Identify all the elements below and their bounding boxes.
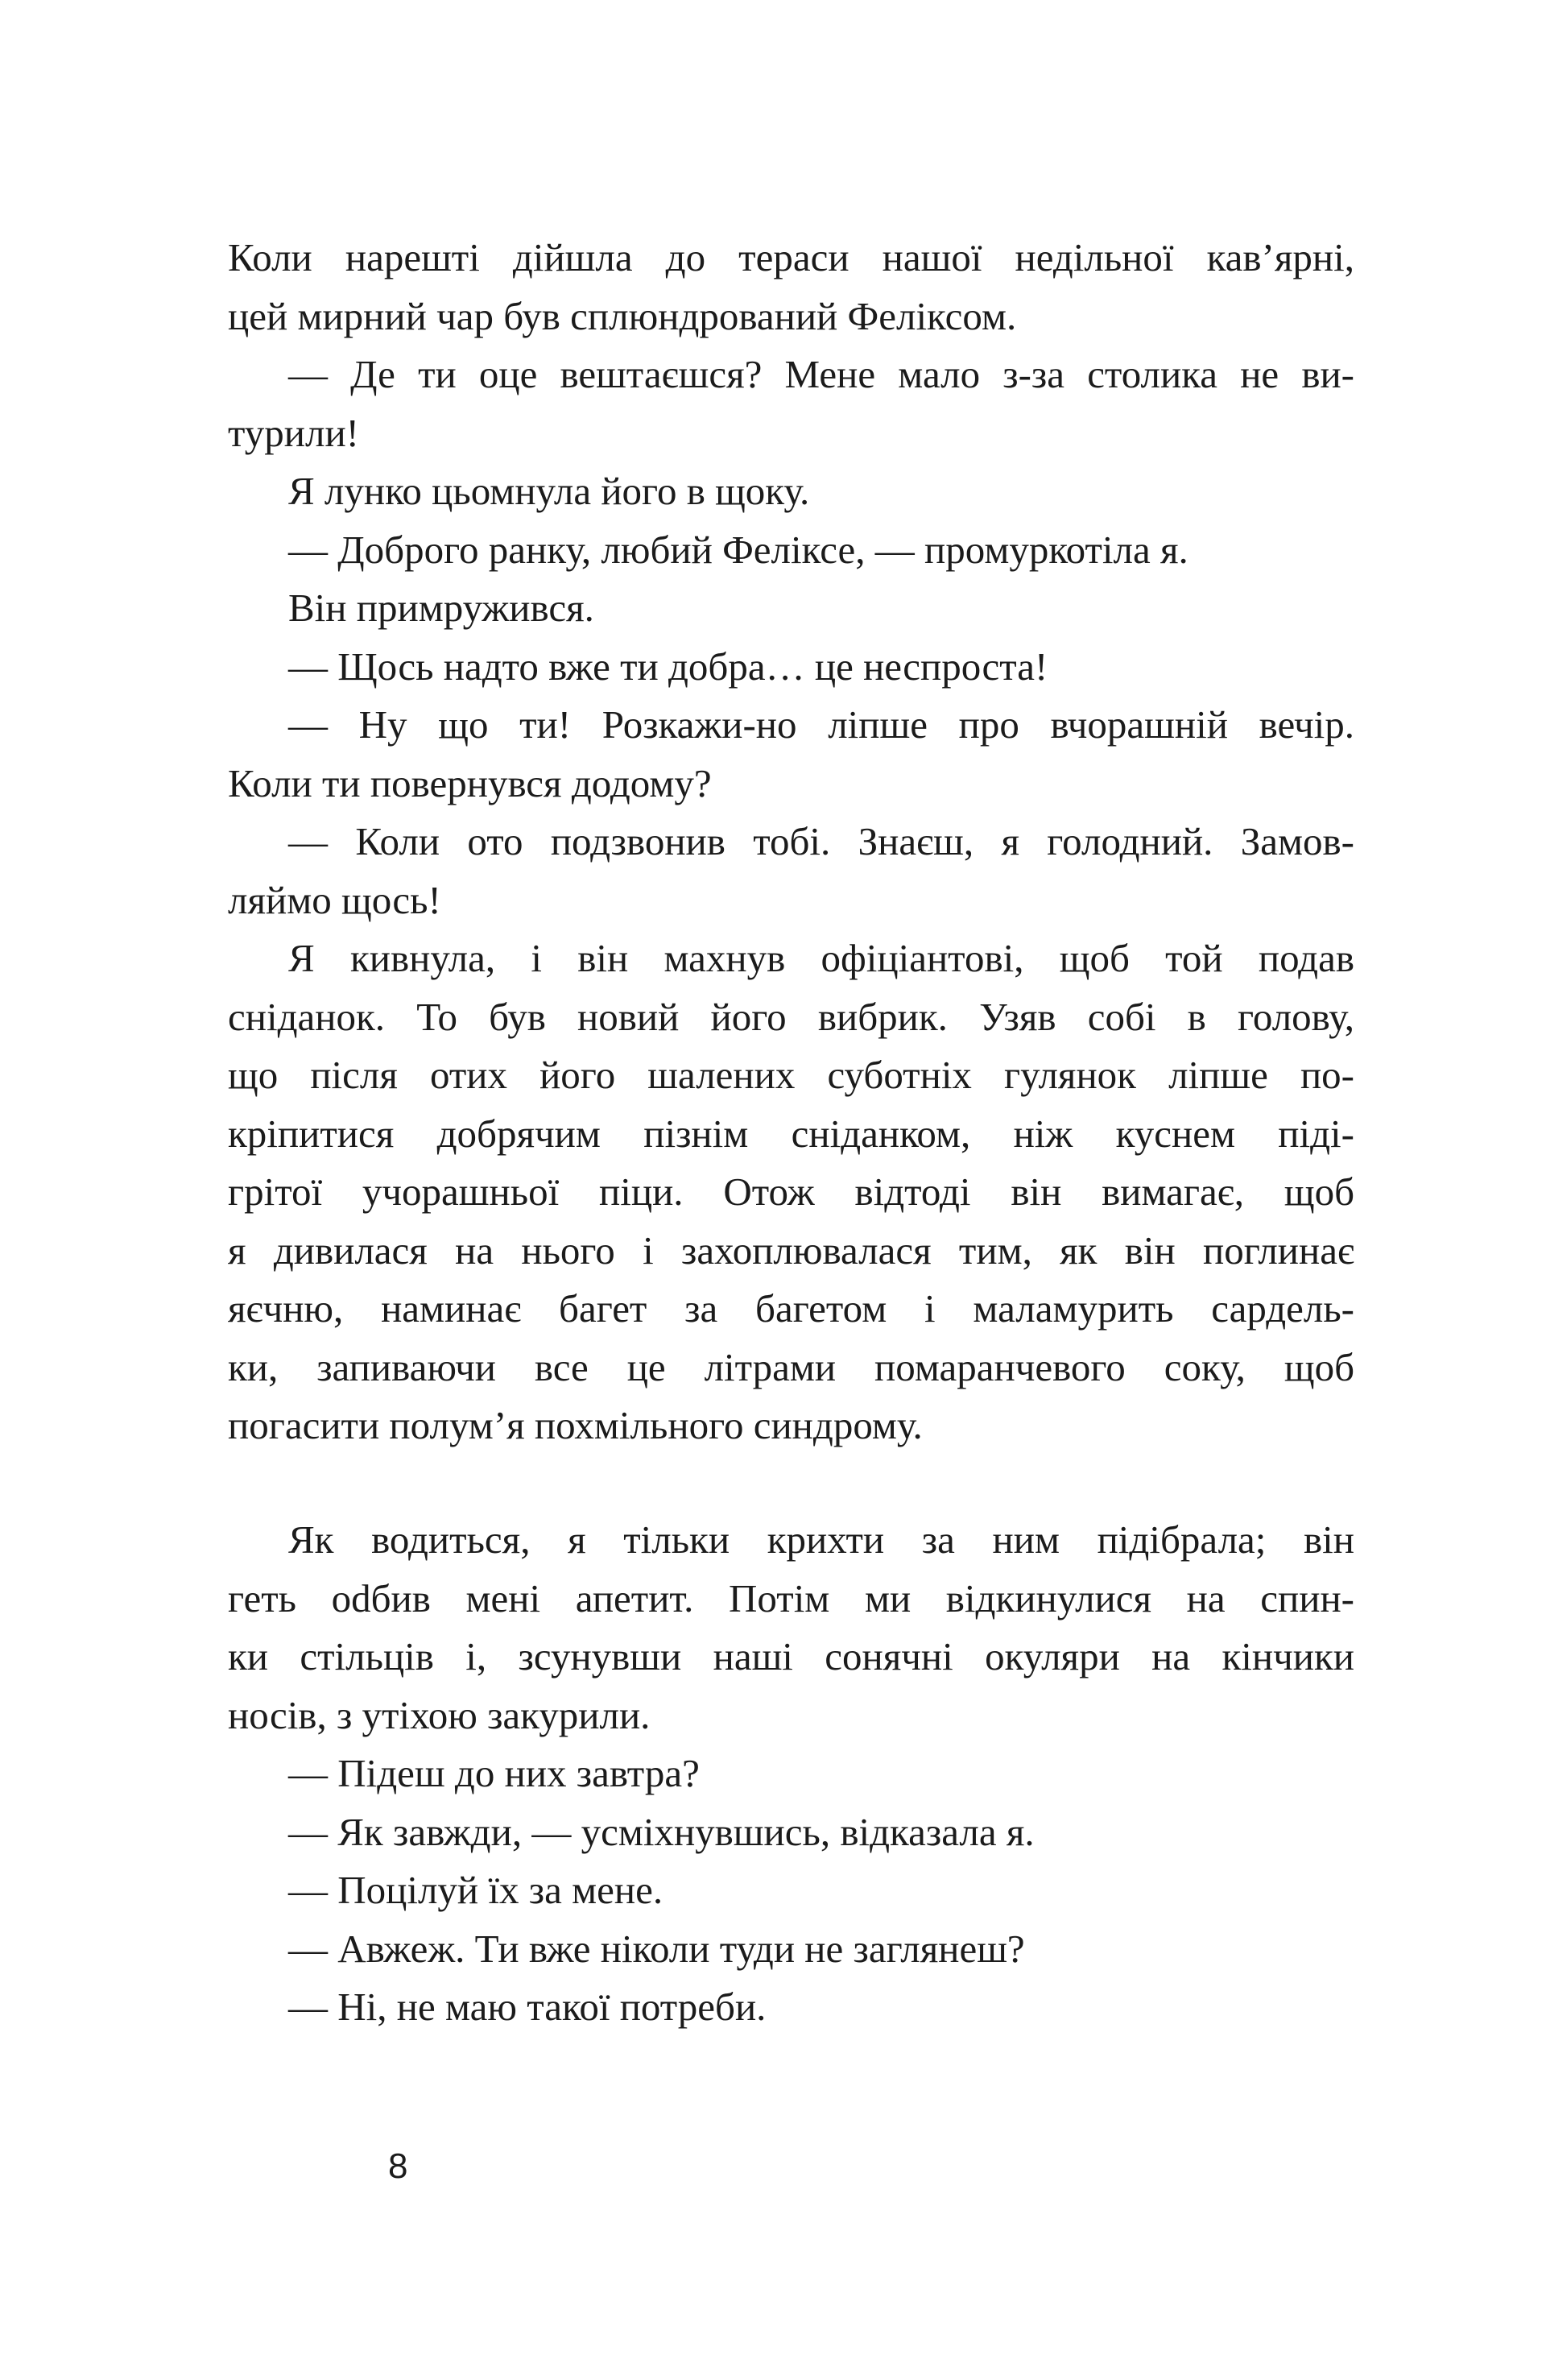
text-line: ки, запиваючи все це літрами помаранчевого соку, щоб xyxy=(228,1344,1354,1389)
text-line: грітої учорашньої піци. Отож відтоді він вимагає, щоб xyxy=(228,1169,1354,1214)
text-line: яєчню, наминає багет за багетом і маламурить сардель- xyxy=(228,1286,1354,1331)
text-line: я дивилася на нього і захоплювалася тим, як він поглинає xyxy=(228,1227,1354,1273)
text-line: турили! xyxy=(228,410,359,455)
text-line: Коли нарешті дійшла до тераси нашої недільної кав’ярні, xyxy=(228,235,1354,279)
text-line: погасити полум’я похмільного синдрому. xyxy=(228,1403,923,1447)
dialogue-line: — Щось надто вже ти добра… це неспроста! xyxy=(288,644,1048,689)
dialogue-line: — Коли ото подзвонив тобі. Знаєш, я голодний. Замов- xyxy=(288,819,1354,863)
dialogue-line: — Ну що ти! Розкажи-но ліпше про вчорашній вечір. xyxy=(288,702,1354,747)
text-line: сніданок. То був новий його вибрик. Узяв собі в голову, xyxy=(228,994,1354,1039)
text-line: ки стільців і, зсунувши наші сонячні окуляри на кінчики xyxy=(228,1634,1354,1678)
text-line: що після отих його шалених суботніх гулянок ліпше по- xyxy=(228,1053,1354,1097)
text-line: Коли ти повернувся додому? xyxy=(228,760,712,805)
text-line: Я лунко цьомнула його в щоку. xyxy=(288,469,810,513)
text-line: Він примружився. xyxy=(288,586,594,630)
dialogue-line: — Поцілуй їх за мене. xyxy=(288,1868,663,1912)
text-line: носів, з утіхою закурили. xyxy=(228,1692,651,1737)
text-line: геть odбив мені апетит. Потім ми відкинулися на спин- xyxy=(228,1575,1354,1620)
text-section-2 xyxy=(228,1511,1354,2037)
text-line: цей мирний чар був сплюндрований Феліксом. xyxy=(228,293,1017,338)
text-section-1 xyxy=(228,229,1354,1455)
dialogue-line: — Авжеж. Ти вже ніколи туди не заглянеш? xyxy=(288,1926,1025,1971)
dialogue-line: — Доброго ранку, любий Феліксе, — промуркотіла я. xyxy=(288,527,1188,572)
text-line: кріпитися добрячим пізнім сніданком, ніж куснем піді- xyxy=(228,1111,1354,1156)
dialogue-line: — Ні, не маю такої потреби. xyxy=(288,1985,767,2029)
text-line: ляймо щось! xyxy=(228,877,441,922)
dialogue-line: — Підеш до них завтра? xyxy=(288,1751,700,1795)
dialogue-line: — Як завжди, — усміхнувшись, відказала я. xyxy=(288,1809,1035,1854)
page-number: 8 xyxy=(388,2146,408,2186)
text-line: Я кивнула, і він махнув офіціантові, щоб той подав xyxy=(288,936,1354,980)
dialogue-line: — Де ти оце вештаєшся? Мене мало з-за столика не ви- xyxy=(288,352,1354,396)
text-line: Як водиться, я тільки крихти за ним підібрала; він xyxy=(288,1517,1354,1562)
